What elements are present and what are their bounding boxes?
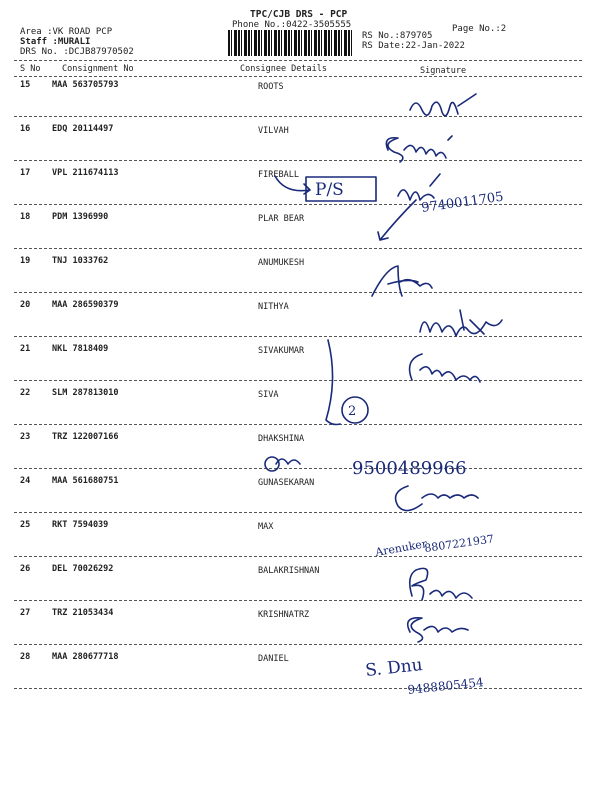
signature-row-15 bbox=[410, 94, 476, 116]
circle-number: 2 bbox=[348, 404, 357, 419]
col-header-consignee: Consignee Details bbox=[240, 64, 327, 74]
row-consignment: DEL 70026292 bbox=[52, 564, 114, 574]
col-header-consignment: Consignment No bbox=[62, 64, 134, 74]
row-sno: 27 bbox=[20, 608, 31, 618]
signature-row-26 bbox=[410, 568, 472, 600]
row-sno: 16 bbox=[20, 124, 31, 134]
row-sno: 18 bbox=[20, 212, 31, 222]
row-consignment: MAA 280677718 bbox=[52, 652, 119, 662]
rs-number: RS No.:879705 bbox=[362, 31, 433, 41]
row-sno: 21 bbox=[20, 344, 31, 354]
row-sno: 25 bbox=[20, 520, 31, 530]
row-consignee: FIREBALL bbox=[258, 170, 299, 180]
signature-row-16 bbox=[386, 136, 452, 162]
signature-row-17 bbox=[398, 174, 440, 200]
col-header-sno: S No bbox=[20, 64, 41, 74]
signature-row-25: Arenuker bbox=[374, 537, 429, 559]
row-sno: 15 bbox=[20, 80, 31, 90]
row-consignment: TRZ 122007166 bbox=[52, 432, 119, 442]
row-consignment: RKT 7594039 bbox=[52, 520, 109, 530]
ps-note: P/S bbox=[315, 180, 344, 200]
row-sno: 20 bbox=[20, 300, 31, 310]
col-header-signature: Signature bbox=[420, 66, 467, 76]
row-consignment: SLM 287813010 bbox=[52, 388, 119, 398]
row-consignee: PLAR BEAR bbox=[258, 214, 305, 224]
row-consignee: KRISHNATRZ bbox=[258, 610, 310, 620]
row-consignment: MAA 561680751 bbox=[52, 476, 119, 486]
page-number: Page No.:2 bbox=[452, 24, 507, 34]
row-consignment: MAA 286590379 bbox=[52, 300, 119, 310]
row-consignment: TNJ 1033762 bbox=[52, 256, 109, 266]
row-consignee: SIVA bbox=[258, 390, 279, 400]
area-label: Area :VK ROAD PCP bbox=[20, 27, 113, 37]
signature-row-20 bbox=[420, 310, 502, 336]
row-consignment: PDM 1396990 bbox=[52, 212, 109, 222]
row-sno: 28 bbox=[20, 652, 31, 662]
row-consignment: VPL 211674113 bbox=[52, 168, 119, 178]
signature-row-28: S. Dnu bbox=[364, 655, 424, 681]
row-sno: 24 bbox=[20, 476, 31, 486]
row-consignee: DANIEL bbox=[258, 654, 289, 664]
phone-number: Phone No.:0422-3505555 bbox=[232, 20, 352, 30]
row-consignee: ANUMUKESH bbox=[258, 258, 305, 268]
phone-note-4: 9488805454 bbox=[406, 675, 485, 697]
row-sno: 17 bbox=[20, 168, 31, 178]
signature-row-27 bbox=[408, 618, 468, 642]
row-consignee: BALAKRISHNAN bbox=[258, 566, 320, 576]
bracket-line bbox=[326, 340, 340, 425]
signature-row-21 bbox=[410, 354, 480, 382]
arrow-icon bbox=[275, 176, 310, 194]
phone-note-2: 9500489966 bbox=[352, 458, 467, 479]
row-consignee: DHAKSHINA bbox=[258, 434, 305, 444]
row-consignee: VILVAH bbox=[258, 126, 289, 136]
row-sno: 26 bbox=[20, 564, 31, 574]
row-consignee: GUNASEKARAN bbox=[258, 478, 315, 488]
row-consignee: NITHYA bbox=[258, 302, 289, 312]
drs-number: DRS No. :DCJB87970502 bbox=[20, 47, 134, 57]
row-consignee: ROOTS bbox=[258, 82, 284, 92]
row-sno: 19 bbox=[20, 256, 31, 266]
row-consignment: NKL 7818409 bbox=[52, 344, 109, 354]
row-consignment: TRZ 21053434 bbox=[52, 608, 114, 618]
phone-note-3: 8807221937 bbox=[423, 532, 495, 555]
row-consignee: SIVAKUMAR bbox=[258, 346, 305, 356]
row-consignment: MAA 563705793 bbox=[52, 80, 119, 90]
row-consignment: EDQ 20114497 bbox=[52, 124, 114, 134]
arrow-icon-2 bbox=[378, 200, 416, 240]
row-sno: 22 bbox=[20, 388, 31, 398]
phone-note-1: 9740011705 bbox=[420, 189, 505, 216]
rs-date: RS Date:22-Jan-2022 bbox=[362, 41, 465, 51]
row-consignee: MAX bbox=[258, 522, 274, 532]
row-sno: 23 bbox=[20, 432, 31, 442]
staff-label: Staff :MURALI bbox=[20, 37, 91, 47]
report-title: TPC/CJB DRS - PCP bbox=[250, 9, 348, 20]
signature-row-19 bbox=[372, 266, 432, 296]
signature-row-24 bbox=[396, 486, 478, 511]
